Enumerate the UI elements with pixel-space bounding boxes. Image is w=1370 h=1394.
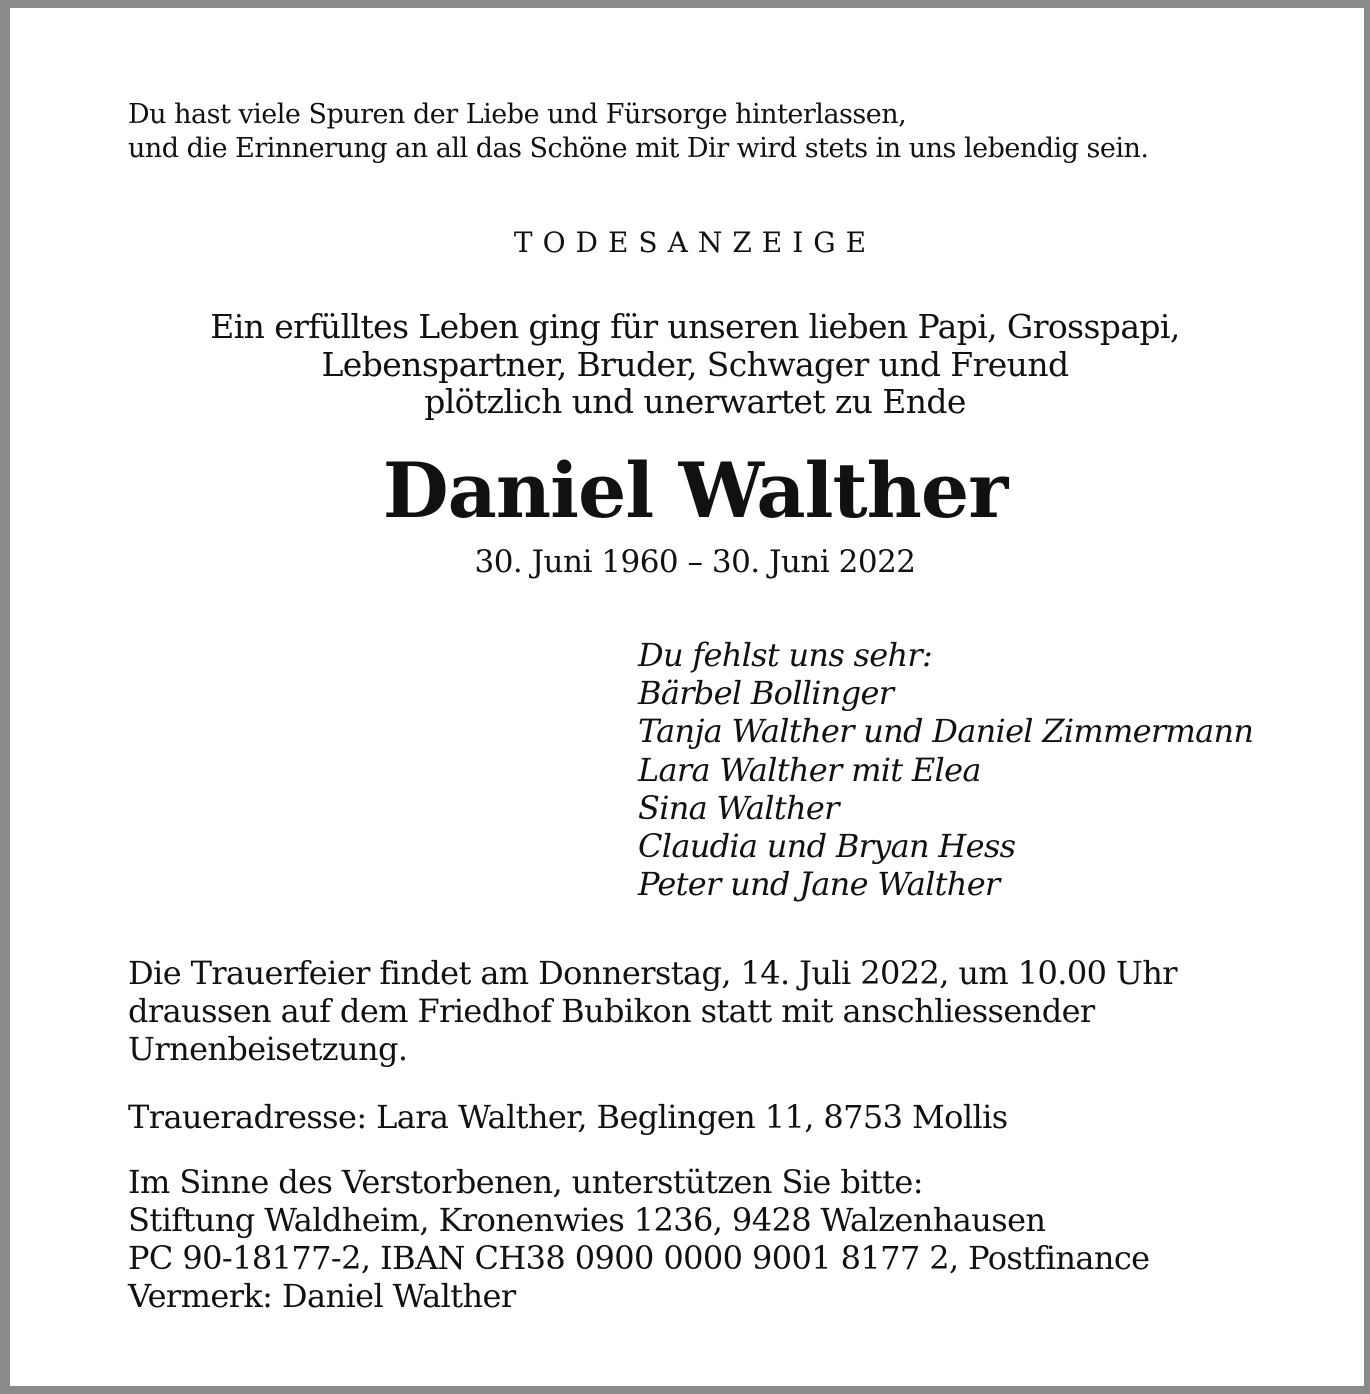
mourner-name: Bärbel Bollinger	[638, 674, 894, 713]
ceremony-line: Die Trauerfeier findet am Donnerstag, 14. Juli 2022, um 10.00 Uhr	[128, 954, 1177, 992]
intro-line: plötzlich und unerwartet zu Ende	[424, 382, 966, 421]
mourners-intro: Du fehlst uns sehr:	[638, 636, 933, 674]
motto-line: und die Erinnerung an all das Schöne mit Dir wird stets in uns lebendig sein.	[128, 133, 1149, 164]
donation-line: Im Sinne des Verstorbenen, unterstützen Sie bitte:	[128, 1163, 923, 1201]
donation-line: Stiftung Waldheim, Kronenwies 1236, 9428 Walzenhausen	[128, 1201, 1046, 1239]
motto-line: Du hast viele Spuren der Liebe und Fürsorge hinterlassen,	[128, 99, 907, 130]
donation-line: Vermerk: Daniel Walther	[128, 1277, 516, 1315]
donation-notice	[128, 1163, 1278, 1315]
ceremony-notice	[128, 954, 1278, 1068]
mourning-address: Traueradresse: Lara Walther, Beglingen 11, 8753 Mollis	[128, 1098, 1008, 1136]
mourner-name: Tanja Walther und Daniel Zimmermann	[638, 712, 1254, 751]
ceremony-line: draussen auf dem Friedhof Bubikon statt mit anschliessender	[128, 992, 1095, 1030]
mourner-name: Sina Walther	[638, 788, 839, 827]
ceremony-line: Urnenbeisetzung.	[128, 1030, 408, 1068]
mourner-name: Peter und Jane Walther	[638, 865, 1000, 904]
page-heading: TODESANZEIGE	[513, 226, 877, 259]
mourner-name: Lara Walther mit Elea	[638, 750, 981, 789]
intro-line: Ein erfülltes Leben ging für unseren lieben Papi, Grosspapi,	[210, 307, 1180, 346]
mourners-list	[638, 636, 1253, 903]
intro-text	[10, 308, 1370, 421]
mourner-name: Claudia und Bryan Hess	[638, 827, 1016, 866]
donation-line: PC 90-18177-2, IBAN CH38 0900 0000 9001 8177 2, Postfinance	[128, 1239, 1150, 1277]
intro-line: Lebenspartner, Bruder, Schwager und Freund	[321, 344, 1069, 384]
life-dates: 30. Juni 1960 – 30. Juni 2022	[474, 544, 916, 580]
motto-quote	[128, 98, 1278, 166]
deceased-name: Daniel Walther	[382, 446, 1008, 535]
